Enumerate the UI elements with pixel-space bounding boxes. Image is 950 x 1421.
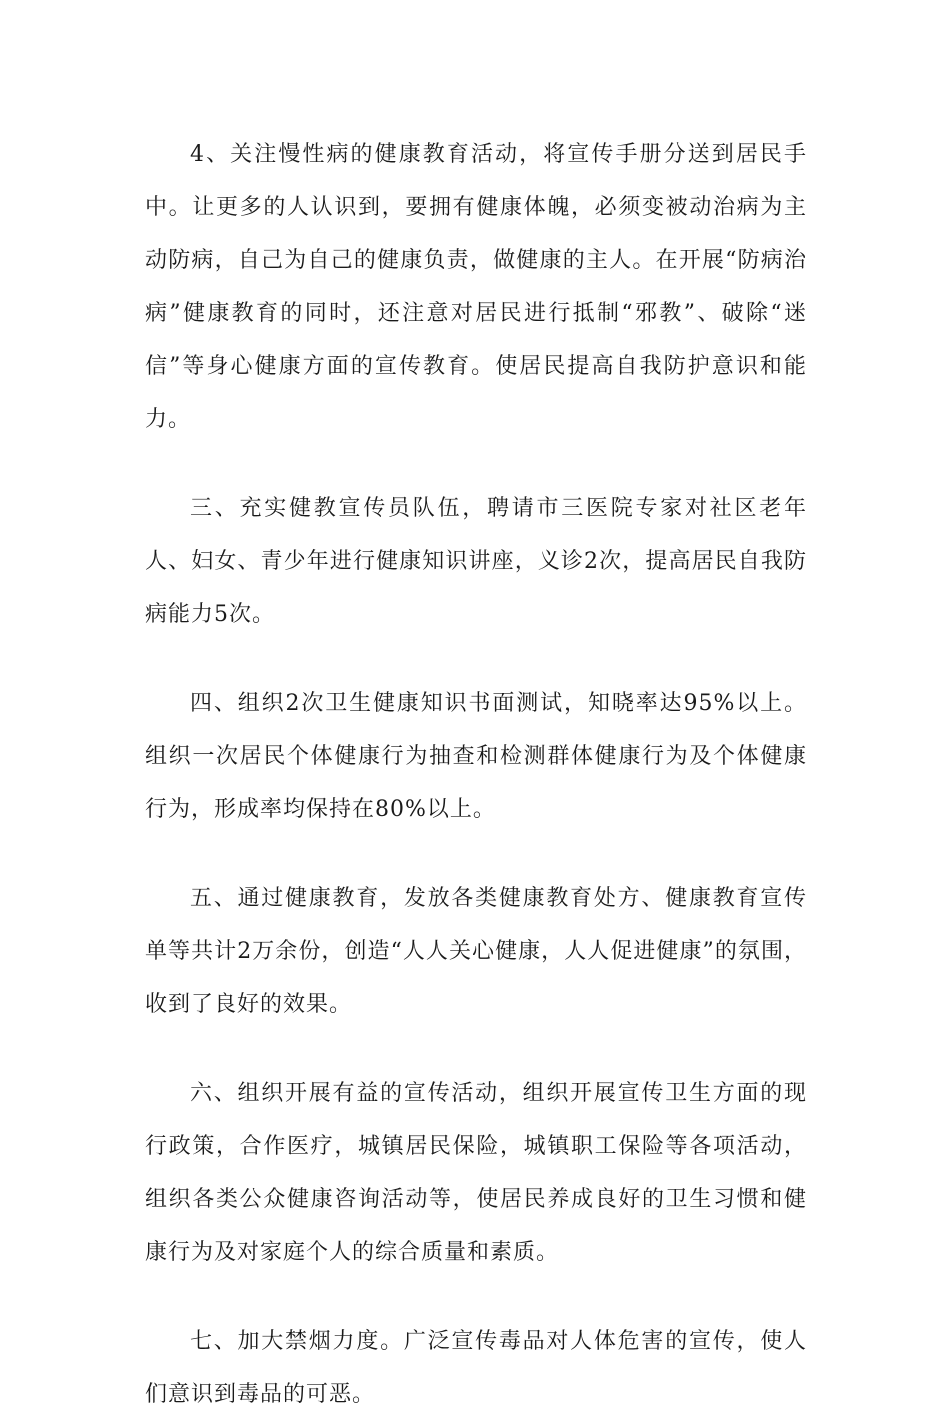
paragraph-section-6: 六、组织开展有益的宣传活动，组织开展宣传卫生方面的现行政策，合作医疗，城镇居民保险，城镇职工保险等各项活动，组织各类公众健康咨询活动等，使居民养成良好的卫生习惯和健康行为及对家庭个人的综合质量和素质。 [145, 1081, 807, 1265]
document-body [145, 128, 807, 1421]
paragraph-section-3: 三、充实健教宣传员队伍，聘请市三医院专家对社区老年人、妇女、青少年进行健康知识讲座，义诊2次，提高居民自我防病能力5次。 [145, 496, 807, 627]
paragraph-section-4: 四、组织2次卫生健康知识书面测试，知晓率达95%以上。组织一次居民个体健康行为抽查和检测群体健康行为及个体健康行为，形成率均保持在80%以上。 [145, 691, 807, 822]
paragraph-section-7: 七、加大禁烟力度。广泛宣传毒品对人体危害的宣传，使人们意识到毒品的可恶。 [145, 1329, 807, 1407]
paragraph-item-4: 4、关注慢性病的健康教育活动，将宣传手册分送到居民手中。让更多的人认识到，要拥有健康体魄，必须变被动治病为主动防病，自己为自己的健康负责，做健康的主人。在开展“防病治病”健康教育的同时，还注意对居民进行抵制“邪教”、破除“迷信”等身心健康方面的宣传教育。使居民提高自我防护意识和能力。 [145, 142, 807, 432]
paragraph-section-5: 五、通过健康教育，发放各类健康教育处方、健康教育宣传单等共计2万余份，创造“人人关心健康，人人促进健康”的氛围，收到了良好的效果。 [145, 886, 807, 1017]
